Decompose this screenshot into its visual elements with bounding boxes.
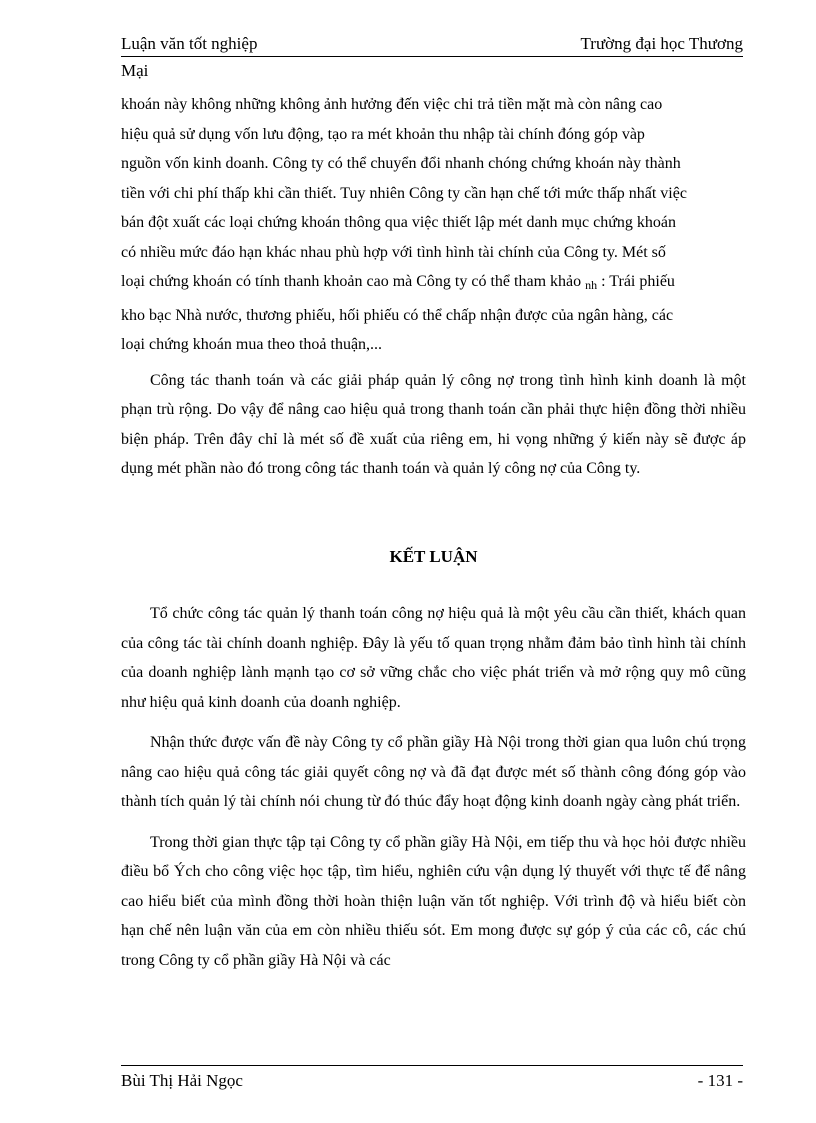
page-number: - 131 - bbox=[697, 1071, 743, 1090]
paragraph-1 bbox=[121, 90, 746, 360]
text-line: kho bạc Nhà nước, thương phiếu, hối phiếu có thể chấp nhận được của ngân hàng, các bbox=[121, 306, 674, 324]
page-header bbox=[121, 34, 743, 57]
text-line: tiền với chi phí thấp khi cần thiết. Tuy nhiên Công ty cần hạn chế tới mức thấp nhất việc bbox=[121, 184, 687, 202]
text-line: có nhiều mức đáo hạn khác nhau phù hợp với tình hình tài chính của Công ty. Mét số bbox=[121, 243, 666, 261]
text-line: khoán này không những không ảnh hưởng đến việc chi trả tiền mặt mà còn nâng cao bbox=[121, 96, 663, 113]
header-title: Luận văn tốt nghiệp bbox=[121, 34, 258, 53]
page-footer bbox=[121, 1065, 743, 1096]
paragraph-2: Công tác thanh toán và các giải pháp quản lý công nợ trong tình hình kinh doanh là một phạn trù rộng. Do vậy để nâng cao hiệu quả trong thanh toán cần phải thực hiện đồng thời nhiều biện pháp. Trên đây chỉ là mét số đề xuất của riêng em, hi vọng những ý kiến này sẽ được áp dụng mét phần nào đó trong công tác thanh toán và quản lý công nợ của Công ty. bbox=[121, 371, 746, 477]
paragraph-5: Trong thời gian thực tập tại Công ty cổ phần giầy Hà Nội, em tiếp thu và học hỏi được nhiều điều bổ Ých cho công việc học tập, tìm hiểu, nghiên cứu vận dụng lý thuyết với thực tế để nâng cao hiểu biết của mình đồng thời hoàn thiện luận văn tốt nghiệp. Với trình độ và hiểu biết còn hạn chế nên luận văn của em còn nhiều thiếu sót. Em mong được sự góp ý của các cô, các chú trong Công ty cổ phần giầy Hà Nội và các bbox=[121, 833, 746, 969]
header-school-continuation: Mại bbox=[121, 61, 149, 80]
header-school: Trường đại học Thương bbox=[580, 34, 743, 53]
text-line bbox=[121, 267, 746, 301]
document-body bbox=[121, 90, 746, 975]
text-line: bán đột xuất các loại chứng khoán thông qua việc thiết lập mét danh mục chứng khoán bbox=[121, 214, 676, 231]
paragraph-3: Tổ chức công tác quản lý thanh toán công nợ hiệu quả là một yêu cầu cần thiết, khách quan của công tác tài chính doanh nghiệp. Đây là yếu tố quan trọng nhằm đảm bảo tình hình tài chính của doanh nghiệp lành mạnh tạo cơ sở vững chắc cho việc phát triển và mở rộng quy mô cũng như hiệu quả kinh doanh của doanh nghiệp. bbox=[121, 605, 746, 711]
text-fragment: loại chứng khoán có tính thanh khoản cao mà Công ty có thể tham khảo bbox=[121, 273, 582, 290]
section-heading: KẾT LUẬN bbox=[389, 546, 478, 566]
text-line: loại chứng khoán mua theo thoả thuận,... bbox=[121, 336, 383, 353]
text-fragment: : Trái phiếu bbox=[597, 273, 675, 290]
paragraph-4: Nhận thức được vấn đề này Công ty cổ phần giầy Hà Nội trong thời gian qua luôn chú trọng nâng cao hiệu quả công tác giải quyết công nợ và đã đạt được mét số thành công đóng góp vào thành tích quản lý tài chính nói chung từ đó thúc đẩy hoạt động kinh doanh ngày càng phát triển. bbox=[121, 734, 746, 810]
text-line: hiệu quả sử dụng vốn lưu động, tạo ra mét khoản thu nhập tài chính đóng góp vàp bbox=[121, 125, 645, 143]
footer-author: Bùi Thị Hải Ngọc bbox=[121, 1071, 243, 1090]
text-line: nguồn vốn kinh doanh. Công ty có thể chuyển đổi nhanh chóng chứng khoán này thành bbox=[121, 155, 681, 172]
subscript-fragment: nh bbox=[585, 278, 598, 292]
